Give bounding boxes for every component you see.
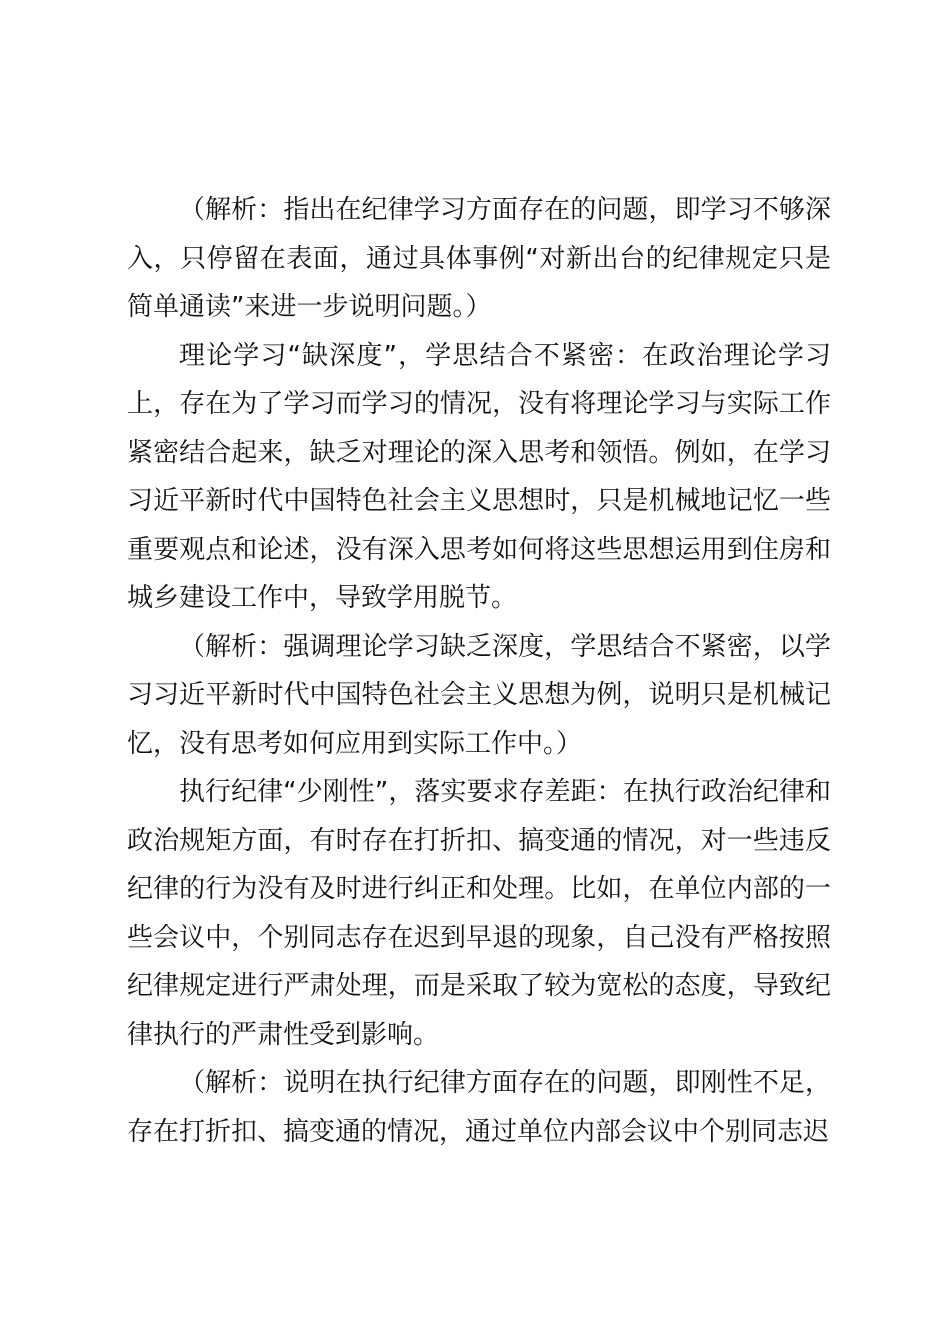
analysis-paragraph-2: （解析：强调理论学习缺乏深度，学思结合不紧密，以学习习近平新时代中国特色社会主义思想为例，说明只是机械记忆，没有思考如何应用到实际工作中。） <box>127 631 831 759</box>
document-body <box>127 186 831 1156</box>
theory-study-paragraph: 理论学习“缺深度”，学思结合不紧密：在政治理论学习上，存在为了学习而学习的情况，没有将理论学习与实际工作紧密结合起来，缺乏对理论的深入思考和领悟。例如，在学习习近平新时代中国特色社会主义思想时，只是机械地记忆一些重要观点和论述，没有深入思考如何将这些思想运用到住房和城乡建设工作中，导致学用脱节。 <box>127 340 831 613</box>
analysis-paragraph-3: （解析：说明在执行纪律方面存在的问题，即刚性不足，存在打折扣、搞变通的情况，通过单位内部会议中个别同志迟 <box>127 1068 831 1147</box>
discipline-execution-paragraph: 执行纪律“少刚性”，落实要求存差距：在执行政治纪律和政治规矩方面，有时存在打折扣、搞变通的情况，对一些违反纪律的行为没有及时进行纠正和处理。比如，在单位内部的一些会议中，个别同志存在迟到早退的现象，自己没有严格按照纪律规定进行严肃处理，而是采取了较为宽松的态度，导致纪律执行的严肃性受到影响。 <box>127 777 831 1050</box>
analysis-paragraph-1: （解析：指出在纪律学习方面存在的问题，即学习不够深入，只停留在表面，通过具体事例“对新出台的纪律规定只是简单通读”来进一步说明问题。） <box>127 195 831 322</box>
